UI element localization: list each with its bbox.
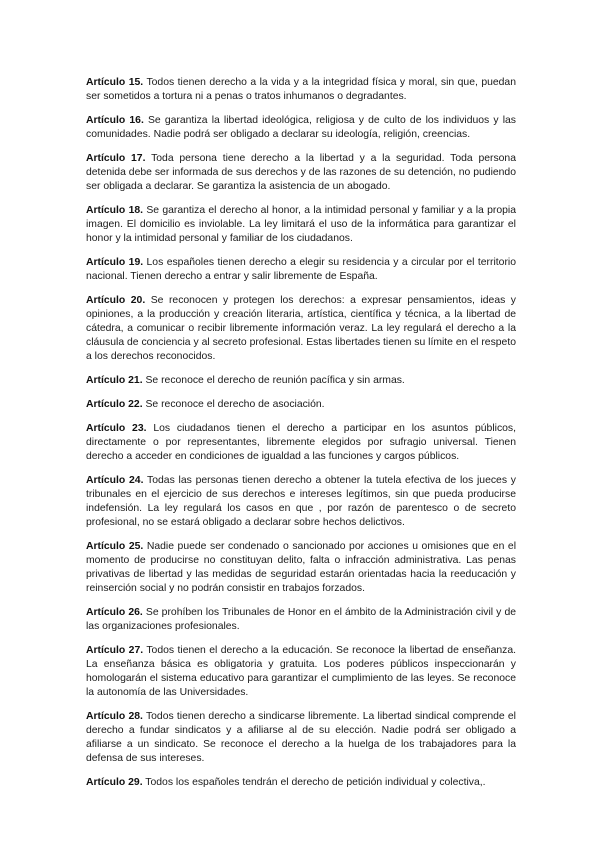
article-text: Se garantiza el derecho al honor, a la intimidad personal y familiar y a la propia imagen. El domicilio es inviolable. La ley limitará el uso de la informática para garantizar el honor y la intimidad personal y familiar de los ciudadanos.	[86, 205, 516, 244]
article-number: Artículo 26.	[86, 607, 143, 618]
article-text: Todos tienen derecho a la vida y a la integridad física y moral, sin que, puedan ser sometidos a tortura ni a penas o tratos inhumanos o degradantes.	[86, 77, 516, 102]
article-23	[86, 422, 516, 464]
article-text: Todas las personas tienen derecho a obtener la tutela efectiva de los jueces y tribunales en el ejercicio de sus derechos e intereses legítimos, sin que pueda producirse indefensión. La ley regulará los casos en que , por razón de parentesco o de secreto profesional, no se estará obligado a declarar sobre hechos delictivos.	[86, 475, 516, 528]
article-text: Los españoles tienen derecho a elegir su residencia y a circular por el territorio nacional. Tienen derecho a entrar y salir libremente de España.	[86, 257, 517, 282]
article-number: Artículo 20.	[86, 295, 146, 306]
article-22	[86, 398, 516, 412]
article-27	[86, 644, 516, 700]
article-number: Artículo 15.	[86, 77, 144, 88]
article-number: Artículo 28.	[86, 711, 143, 722]
article-text: Se reconoce el derecho de asociación.	[145, 399, 325, 410]
article-16	[86, 114, 516, 142]
article-text: Todos los españoles tendrán el derecho de petición individual y colectiva,.	[145, 777, 486, 788]
article-21	[86, 374, 516, 388]
article-text: Se reconoce el derecho de reunión pacífica y sin armas.	[145, 375, 405, 386]
article-text: Todos tienen el derecho a la educación. Se reconoce la libertad de enseñanza. La enseñanza básica es obligatoria y gratuita. Los poderes públicos inspeccionarán y homologarán el sistema educativo para garantizar el cumplimiento de las leyes. Se reconoce la autonomía de las Universidades.	[86, 645, 517, 698]
article-number: Artículo 21.	[86, 375, 143, 386]
article-text: Toda persona tiene derecho a la libertad y a la seguridad. Toda persona detenida debe ser informada de sus derechos y de las razones de su detención, no pudiendo ser obligada a declarar. Se garantiza la asistencia de un abogado.	[86, 153, 516, 192]
article-number: Artículo 16.	[86, 115, 144, 126]
article-number: Artículo 22.	[86, 399, 143, 410]
article-20	[86, 294, 516, 364]
article-17	[86, 152, 516, 194]
article-text: Se garantiza la libertad ideológica, religiosa y de culto de los individuos y las comunidades. Nadie podrá ser obligado a declarar su ideología, religión, creencias.	[86, 115, 516, 140]
document-page	[86, 76, 516, 800]
article-text: Se reconocen y protegen los derechos: a expresar pensamientos, ideas y opiniones, a la producción y creación literaria, artística, científica y técnica, a la libertad de cátedra, a comunicar o recibir libremente información veraz. La ley regulará el derecho a la cláusula de conciencia y al secreto profesional. Estas libertades tienen su límite en el respeto a los derechos reconocidos.	[86, 295, 516, 362]
article-number: Artículo 19.	[86, 257, 144, 268]
article-26	[86, 606, 516, 634]
article-28	[86, 710, 516, 766]
article-text: Todos tienen derecho a sindicarse libremente. La libertad sindical comprende el derecho a fundar sindicatos y a afiliarse al de su elección. Nadie podrá ser obligado a afiliarse a un sindicato. Se reconoce el derecho a la huelga de los trabajadores para la defensa de sus intereses.	[86, 711, 516, 764]
article-18	[86, 204, 516, 246]
article-number: Artículo 18.	[86, 205, 144, 216]
article-number: Artículo 23.	[86, 423, 147, 434]
article-25	[86, 540, 516, 596]
article-text: Se prohíben los Tribunales de Honor en el ámbito de la Administración civil y de las organizaciones profesionales.	[86, 607, 517, 632]
article-24	[86, 474, 516, 530]
article-number: Artículo 29.	[86, 777, 143, 788]
article-number: Artículo 17.	[86, 153, 146, 164]
article-number: Artículo 24.	[86, 475, 144, 486]
article-number: Artículo 25.	[86, 541, 144, 552]
article-text: Nadie puede ser condenado o sancionado por acciones u omisiones que en el momento de producirse no constituyan delito, falta o infracción administrativa. Las penas privativas de libertad y las medidas de seguridad estarán orientadas hacia la reeducación y reinserción social y no podrán consistir en trabajos forzados.	[86, 541, 516, 594]
article-19	[86, 256, 516, 284]
article-text: Los ciudadanos tienen el derecho a participar en los asuntos públicos, directamente o por representantes, libremente elegidos por sufragio universal. Tienen derecho a acceder en condiciones de igualdad a las funciones y cargos públicos.	[86, 423, 516, 462]
article-29	[86, 776, 516, 790]
article-number: Artículo 27.	[86, 645, 144, 656]
article-15	[86, 76, 516, 104]
